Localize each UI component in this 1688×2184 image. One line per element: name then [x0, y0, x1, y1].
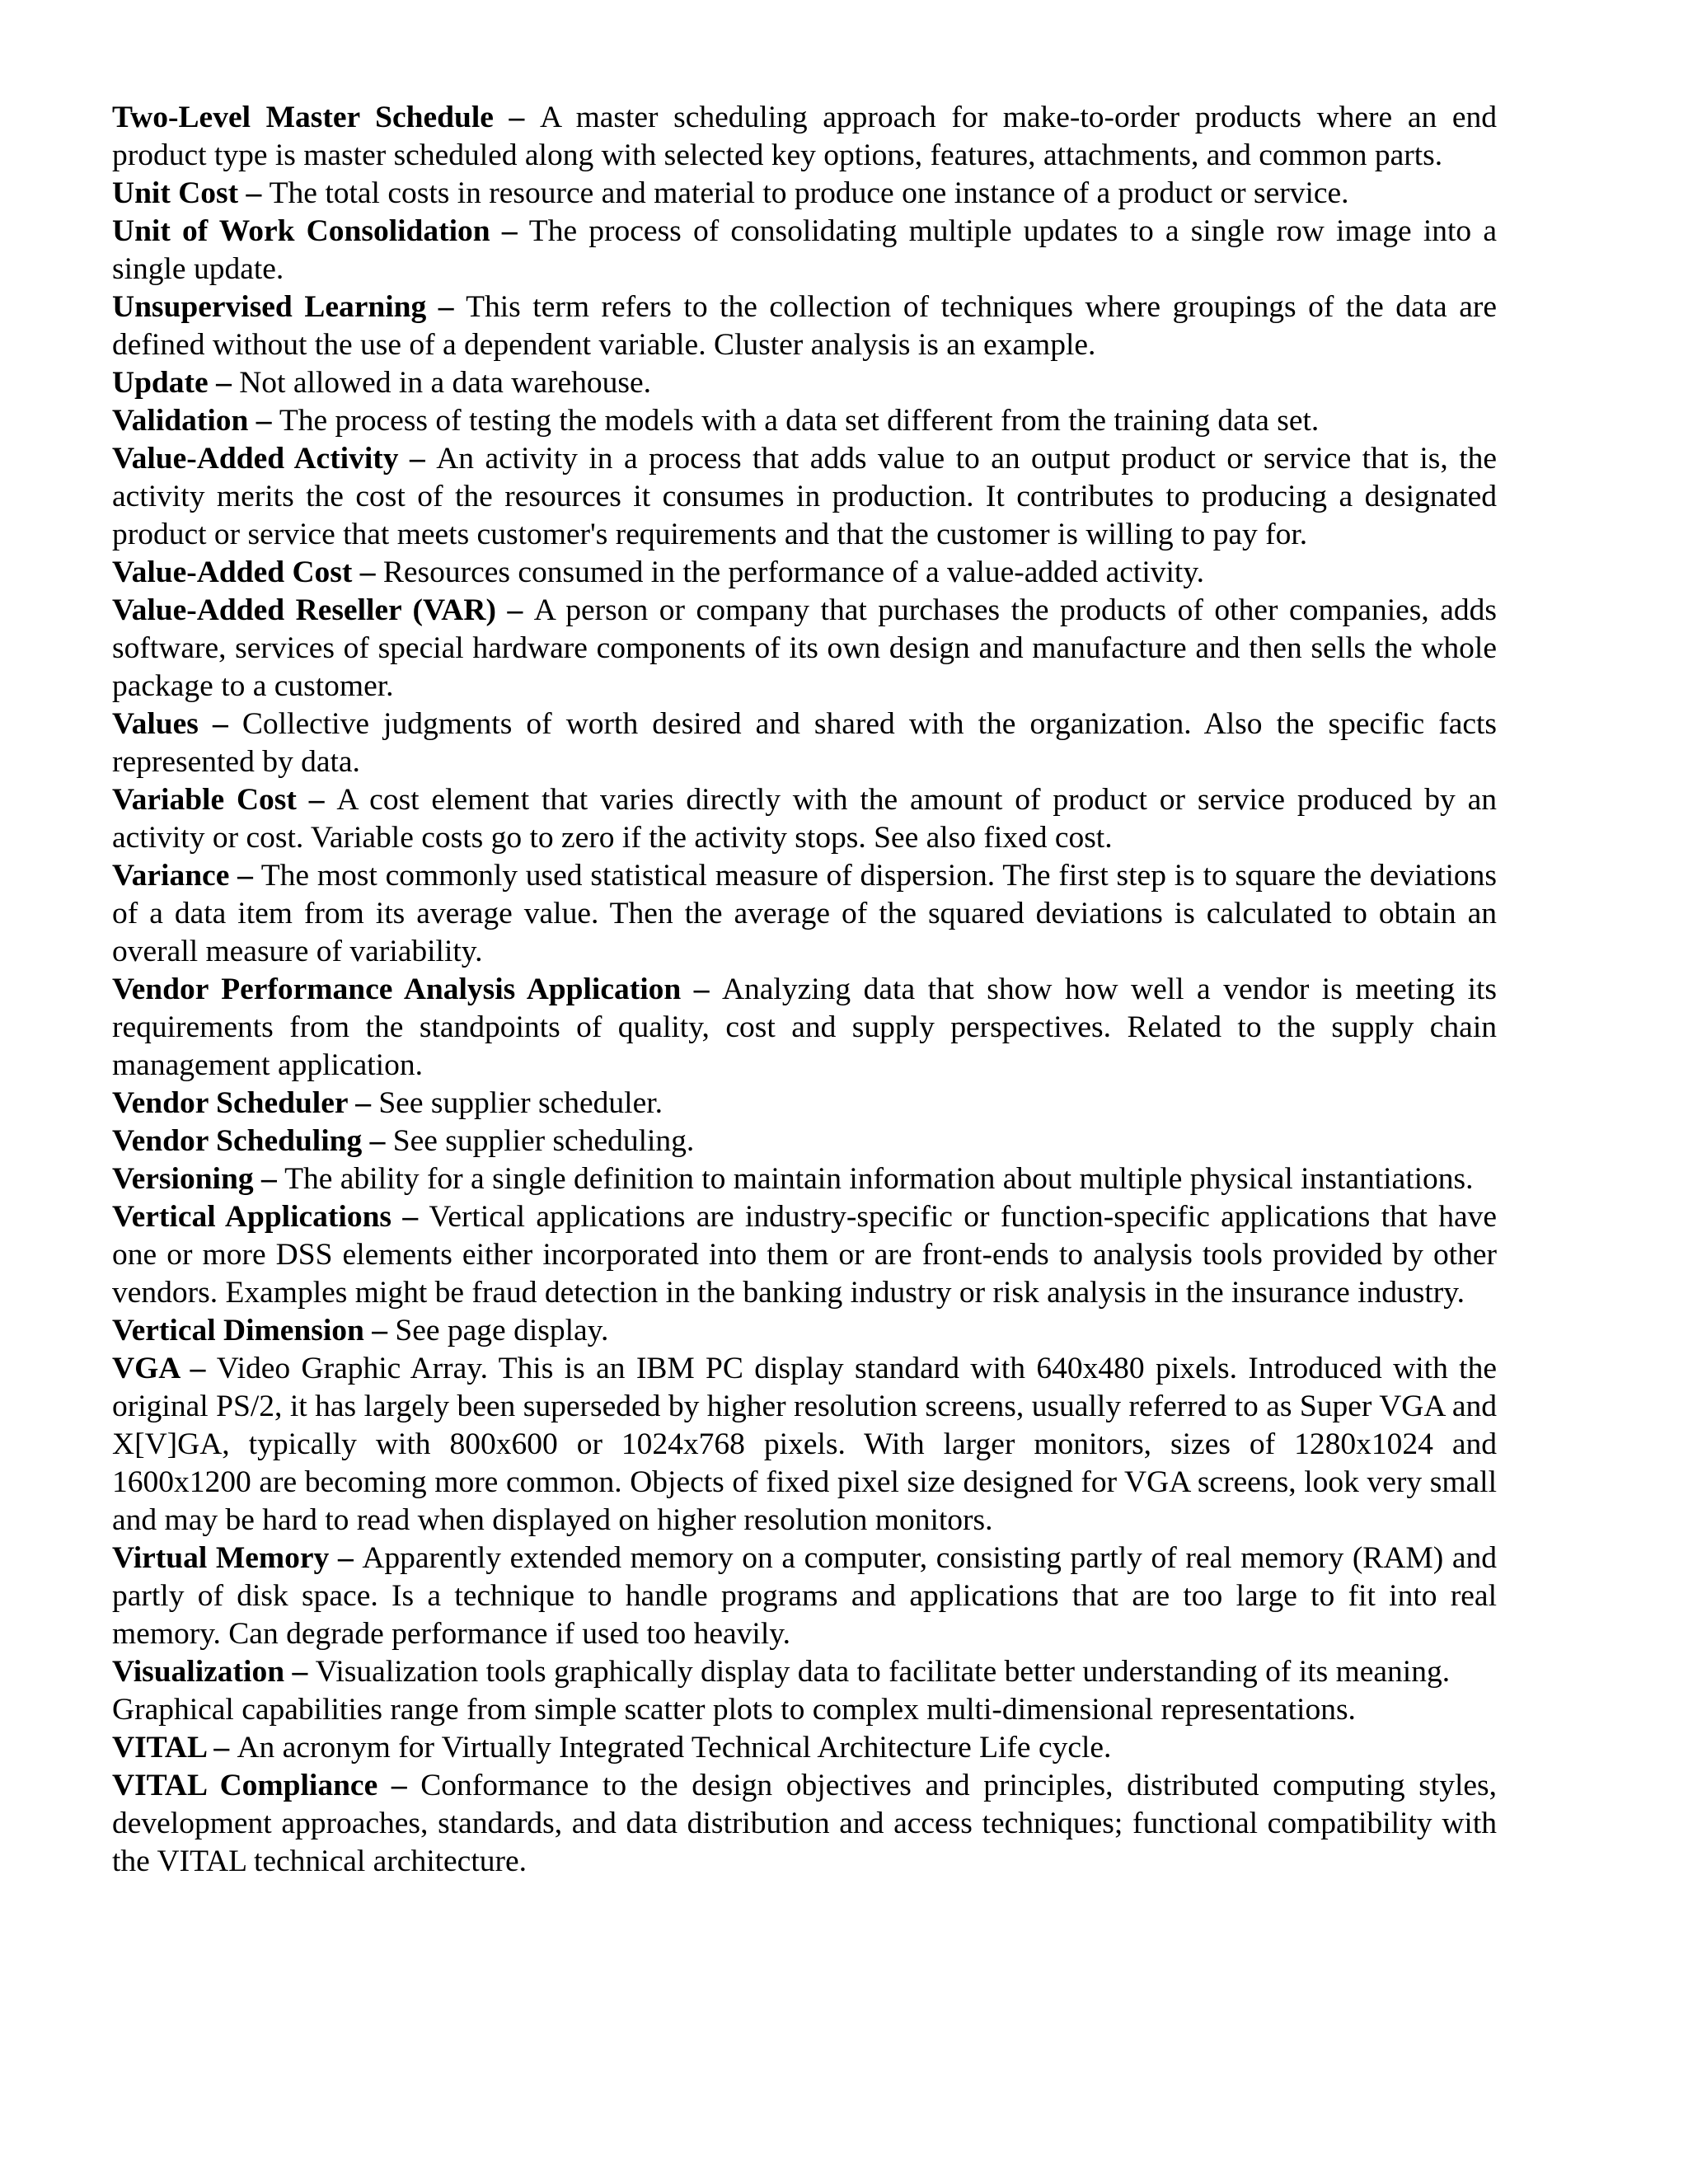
glossary-entry	[112, 288, 1497, 364]
glossary-term: Validation	[112, 404, 249, 438]
term-separator: –	[377, 1769, 421, 1802]
glossary-definition: A cost element that varies directly with the amount of product or service produced by an activity or cost. Variable costs go to zero if the activity stops. See also fixed cost.	[112, 783, 1497, 855]
glossary-definition: The total costs in resource and material to produce one instance of a product or service.	[269, 176, 1349, 210]
term-separator: –	[681, 972, 722, 1006]
glossary-entry	[112, 440, 1497, 554]
glossary-definition: A master scheduling approach for make-to-order products where an end product type is master scheduled along with selected key options, features, attachments, and common parts.	[112, 101, 1497, 172]
glossary-entry	[112, 1160, 1497, 1198]
glossary-entry	[112, 1122, 1497, 1160]
glossary-definition: Vertical applications are industry-specific or function-specific applications that have one or more DSS elements either incorporated into them or are front-ends to analysis tools provided by other vendors. Examples might be fraud detection in the banking industry or risk analysis in the insurance industry.	[112, 1200, 1498, 1310]
glossary-definition: Conformance to the design objectives and principles, distributed computing styles, development approaches, standards, and data distribution and access techniques; functional compatibility with the VITAL technical architecture.	[112, 1769, 1498, 1878]
glossary-term: Vertical Applications	[112, 1200, 392, 1234]
term-separator: –	[363, 1314, 396, 1347]
term-separator: –	[208, 366, 240, 400]
glossary-term: VITAL Compliance	[112, 1769, 378, 1802]
term-separator: –	[347, 1086, 379, 1120]
glossary-entry	[112, 213, 1497, 288]
term-separator: –	[362, 1124, 393, 1158]
glossary-definition: Video Graphic Array. This is an IBM PC display standard with 640x480 pixels. Introduced with the original PS/2, it has largely been superseded by higher resolution screens, usually referred to as Super VGA and X[V]GA, typically with 800x600 or 1024x768 pixels. With larger monitors, sizes of 1280x1024 and 1600x1200 are becoming more common. Objects of fixed pixel size designed for VGA screens, look very small and may be hard to read when displayed on higher resolution monitors.	[112, 1352, 1497, 1537]
term-separator: –	[493, 101, 540, 134]
term-separator: –	[352, 555, 383, 589]
glossary-term: Vertical Dimension	[112, 1314, 364, 1347]
glossary-continuation	[112, 1691, 1497, 1729]
glossary-definition: Resources consumed in the performance of a value-added activity.	[382, 555, 1205, 589]
glossary-term: Vendor Scheduler	[112, 1086, 348, 1120]
glossary-definition: The process of consolidating multiple updates to a single row image into a single update.	[112, 214, 1498, 286]
glossary-term: Versioning	[112, 1162, 254, 1196]
glossary-entry	[112, 1653, 1497, 1691]
glossary-definition: A person or company that purchases the products of other companies, adds software, services of special hardware components of its own design and manufacture and then sells the whole package to a customer.	[112, 593, 1498, 703]
glossary-definition: Graphical capabilities range from simple scatter plots to complex multi-dimensional representations.	[112, 1693, 1356, 1727]
term-separator: –	[392, 1200, 429, 1234]
glossary-term: Variable Cost	[112, 783, 297, 817]
glossary-definition: This term refers to the collection of techniques where groupings of the data are defined without the use of a dependent variable. Cluster analysis is an example.	[112, 290, 1498, 362]
glossary-entry	[112, 592, 1497, 705]
glossary-term: Variance	[112, 859, 230, 893]
glossary-term: Virtual Memory	[112, 1541, 330, 1575]
glossary-entry	[112, 1198, 1497, 1312]
term-separator: –	[248, 404, 279, 438]
glossary-entry	[112, 781, 1497, 857]
glossary-definition: The most commonly used statistical measure of dispersion. The first step is to square the deviations of a data item from its average value. Then the average of the squared deviations is calculated to obtain an overall measure of variability.	[112, 859, 1497, 968]
glossary-term: VGA	[112, 1352, 180, 1385]
glossary-term: Value-Added Reseller (VAR)	[112, 593, 496, 627]
glossary-entry	[112, 554, 1497, 592]
term-separator: –	[198, 707, 242, 741]
term-separator: –	[296, 783, 337, 817]
term-separator: –	[229, 859, 261, 893]
term-separator: –	[238, 176, 270, 210]
glossary-entry	[112, 1312, 1497, 1350]
glossary-definition: Analyzing data that show how well a vendor is meeting its requirements from the standpoints of quality, cost and supply perspectives. Related to the supply chain management application.	[112, 972, 1498, 1082]
glossary-entry	[112, 175, 1497, 213]
glossary-definition: See supplier scheduler.	[378, 1086, 663, 1120]
glossary-entry	[112, 705, 1497, 781]
glossary-definition: Not allowed in a data warehouse.	[239, 366, 652, 400]
glossary-entry	[112, 402, 1497, 440]
term-separator: –	[398, 442, 437, 476]
term-separator: –	[284, 1655, 316, 1689]
glossary-entry	[112, 857, 1497, 971]
glossary-definition: See supplier scheduling.	[392, 1124, 695, 1158]
glossary-entry	[112, 1767, 1497, 1881]
glossary-definition: Apparently extended memory on a computer, consisting partly of real memory (RAM) and partly of disk space. Is a technique to handle programs and applications that are too large to fit into real memory. Can degrade performance if used too heavily.	[112, 1541, 1498, 1651]
glossary-entry	[112, 1540, 1497, 1653]
glossary-definition: The process of testing the models with a data set different from the training data set.	[279, 404, 1320, 438]
glossary-term: Two-Level Master Schedule	[112, 101, 494, 134]
glossary-page	[112, 99, 1497, 1881]
term-separator: –	[253, 1162, 285, 1196]
glossary-entry	[112, 99, 1497, 175]
glossary-term: Unsupervised Learning	[112, 290, 427, 324]
glossary-term: Values	[112, 707, 199, 741]
glossary-term: Visualization	[112, 1655, 285, 1689]
glossary-entry	[112, 364, 1497, 402]
glossary-term: VITAL	[112, 1731, 206, 1765]
glossary-definition: An activity in a process that adds value to an output product or service that is, the activity merits the cost of the resources it consumes in production. It contributes to producing a designated product or service that meets customer's requirements and that the customer is willing to pay for.	[112, 442, 1498, 551]
glossary-entry	[112, 971, 1497, 1085]
term-separator: –	[490, 214, 529, 248]
glossary-definition: An acronym for Virtually Integrated Technical Architecture Life cycle.	[237, 1731, 1112, 1765]
glossary-definition: The ability for a single definition to maintain information about multiple physical instantiations.	[284, 1162, 1474, 1196]
term-separator: –	[495, 593, 534, 627]
glossary-term: Value-Added Cost	[112, 555, 353, 589]
term-separator: –	[329, 1541, 363, 1575]
glossary-entry	[112, 1729, 1497, 1767]
glossary-entry	[112, 1085, 1497, 1122]
glossary-term: Vendor Scheduling	[112, 1124, 363, 1158]
glossary-definition: Collective judgments of worth desired and shared with the organization. Also the specific facts represented by data.	[112, 707, 1497, 779]
term-separator: –	[205, 1731, 237, 1765]
glossary-definition: See page display.	[395, 1314, 609, 1347]
glossary-term: Unit Cost	[112, 176, 239, 210]
term-separator: –	[179, 1352, 217, 1385]
glossary-term: Vendor Performance Analysis Application	[112, 972, 682, 1006]
glossary-term: Value-Added Activity	[112, 442, 399, 476]
term-separator: –	[426, 290, 467, 324]
glossary-term: Update	[112, 366, 209, 400]
glossary-definition: Visualization tools graphically display data to facilitate better understanding of its meaning.	[315, 1655, 1451, 1689]
glossary-term: Unit of Work Consolidation	[112, 214, 490, 248]
glossary-entry	[112, 1350, 1497, 1540]
